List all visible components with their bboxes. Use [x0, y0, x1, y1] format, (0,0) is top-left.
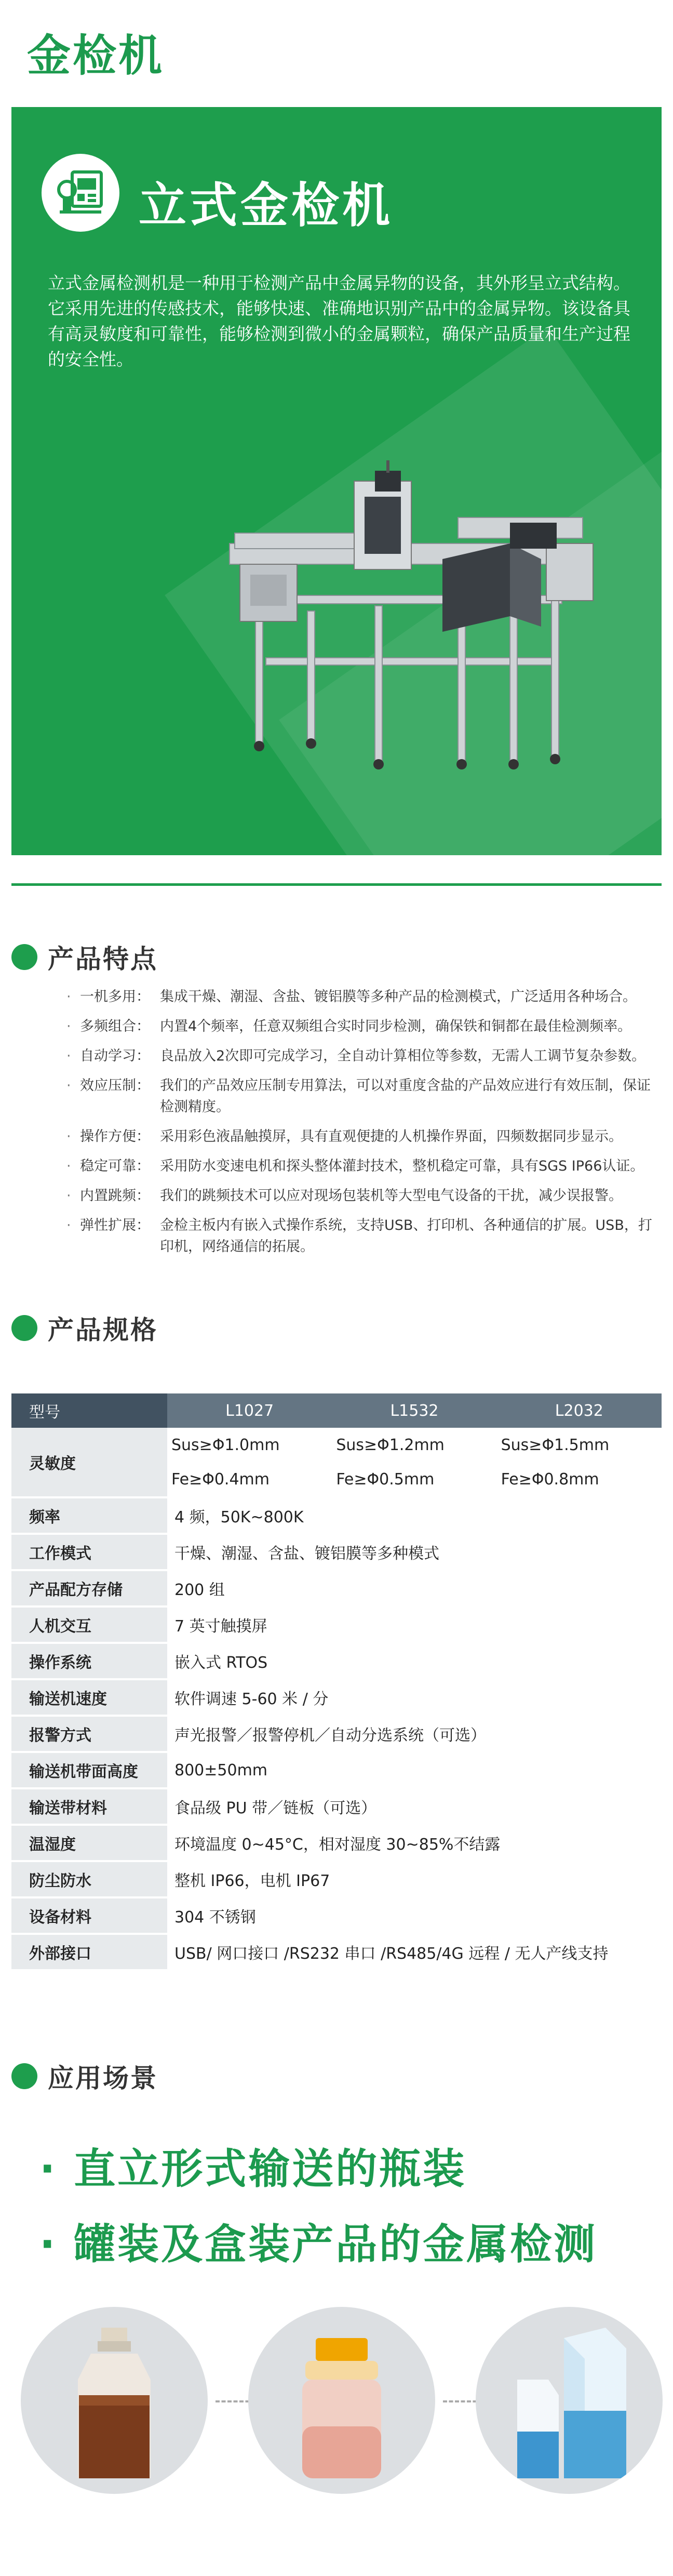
row-value: 干燥、潮湿、含盐、镀铝膜等多种模式	[174, 1545, 439, 1563]
row-value: 声光报警／报警停机／自动分选系统（可选）	[174, 1727, 486, 1745]
row-value: 800±50mm	[174, 1761, 268, 1780]
row-value: 整机 IP66，电机 IP67	[174, 1872, 330, 1890]
table-row	[11, 1826, 662, 1860]
feature-name: 效应压制：	[80, 1078, 150, 1094]
table-row	[11, 1789, 662, 1824]
row-label: 输送机速度	[11, 1680, 167, 1715]
table-row	[11, 1898, 662, 1933]
row-label: 工作模式	[11, 1535, 167, 1569]
green-dot-icon	[11, 1315, 37, 1341]
row-value: 环境温度 0~45°C，相对湿度 30~85%不结露	[174, 1836, 501, 1854]
table-cell: Fe≥Φ0.4mm	[171, 1470, 270, 1489]
feature-item: · 稳定可靠： 采用防水变速电机和探头整体灌封技术，整机稳定可靠，具有SGS IP66认证。	[66, 1156, 658, 1177]
table-row	[11, 1862, 662, 1896]
row-value: 4 频，50K~800K	[174, 1508, 304, 1526]
row-label: 输送带材料	[11, 1789, 167, 1824]
feature-item: · 自动学习： 良品放入2次即可完成学习，全自动计算相位等参数，无需人工调节复杂参数。	[66, 1045, 658, 1067]
feature-name: 一机多用：	[80, 989, 150, 1005]
row-label: 防尘防水	[11, 1862, 167, 1896]
row-label: 频率	[11, 1498, 167, 1533]
feature-name: 多频组合：	[80, 1018, 150, 1034]
hero-description: 立式金属检测机是一种用于检测产品中金属异物的设备，其外形呈立式结构。它采用先进的传感技术，能够快速、准确地识别产品中的金属异物。该设备具有高灵敏度和可靠性，能够检测到微小的金属颗粒，确保产品质量和生产过程的安全性。	[48, 273, 630, 369]
row-label: 输送机带面高度	[11, 1753, 167, 1787]
feature-item: · 效应压制： 我们的产品效应压制专用算法，可以对重度含盐的产品效应进行有效压制，保证检测精度。	[66, 1075, 658, 1118]
feature-name: 稳定可靠：	[80, 1158, 150, 1174]
feature-name: 弹性扩展：	[80, 1217, 150, 1233]
feature-text: 金检主板内有嵌入式操作系统，支持USB、打印机、各种通信的扩展。USB，打印机，网络通信的拓展。	[160, 1217, 652, 1255]
row-label: 温湿度	[11, 1826, 167, 1860]
table-row	[11, 1935, 662, 1969]
feature-item: · 内置跳频： 我们的跳频技术可以应对现场包装机等大型电气设备的干扰，减少误报警。	[66, 1185, 658, 1206]
row-value: 200 组	[174, 1581, 225, 1599]
features-title: 产品特点	[48, 944, 158, 974]
table-row	[11, 1644, 662, 1678]
feature-name: 自动学习：	[80, 1048, 150, 1064]
feature-text: 我们的产品效应压制专用算法，可以对重度含盐的产品效应进行有效压制，保证检测精度。	[160, 1078, 651, 1115]
feature-text: 内置4个频率，任意双频组合实时同步检测，确保铁和铜都在最佳检测频率。	[160, 1018, 632, 1034]
section-divider	[11, 883, 662, 886]
scenes-heading	[11, 2057, 158, 2095]
row-label: 外部接口	[11, 1935, 167, 1969]
table-row	[11, 1535, 662, 1569]
table-header-label: 型号	[11, 1393, 167, 1428]
table-row	[11, 1680, 662, 1715]
row-label: 产品配方存储	[11, 1571, 167, 1605]
scene-images	[0, 2307, 673, 2525]
hero-banner	[11, 107, 662, 855]
metal-detector-machine-image	[219, 460, 624, 772]
table-cell: Fe≥Φ0.8mm	[501, 1470, 599, 1489]
row-label: 人机交互	[11, 1608, 167, 1642]
table-header-row	[11, 1393, 662, 1428]
row-label: 灵敏度	[11, 1428, 167, 1496]
row-label: 操作系统	[11, 1644, 167, 1678]
table-row	[11, 1753, 662, 1787]
table-row	[11, 1571, 662, 1605]
table-cell: Sus≥Φ1.5mm	[501, 1436, 610, 1454]
bottle-icon	[21, 2307, 208, 2494]
table-row	[11, 1608, 662, 1642]
row-value: 嵌入式 RTOS	[174, 1654, 268, 1672]
row-value: 304 不锈钢	[174, 1908, 256, 1927]
feature-item: · 一机多用： 集成干燥、潮湿、含盐、镀铝膜等多种产品的检测模式，广泛适用各种场合。	[66, 986, 658, 1007]
table-cell: Fe≥Φ0.5mm	[336, 1470, 435, 1489]
row-label: 设备材料	[11, 1898, 167, 1933]
table-header-model: L2032	[497, 1393, 662, 1428]
feature-text: 集成干燥、潮湿、含盐、镀铝膜等多种产品的检测模式，广泛适用各种场合。	[160, 989, 637, 1005]
row-value: 食品级 PU 带／链板（可选）	[174, 1799, 377, 1817]
table-row	[11, 1428, 662, 1462]
table-row	[11, 1498, 662, 1533]
row-value: USB/ 网口接口 /RS232 串口 /RS485/4G 远程 / 无人产线支持	[174, 1945, 609, 1963]
table-header-model: L1532	[332, 1393, 496, 1428]
scene-line: · 直立形式输送的瓶装	[39, 2145, 467, 2193]
feature-name: 操作方便：	[80, 1128, 150, 1145]
table-cell: Sus≥Φ1.0mm	[171, 1436, 280, 1454]
table-header-model: L1027	[167, 1393, 332, 1428]
table-row	[11, 1717, 662, 1751]
row-value: 7 英寸触摸屏	[174, 1617, 267, 1636]
carton-icon	[476, 2307, 663, 2494]
row-value: 软件调速 5-60 米 / 分	[174, 1690, 329, 1708]
features-heading	[11, 938, 158, 976]
page-title: 金检机	[27, 30, 165, 81]
hero-title: 立式金检机	[139, 178, 394, 233]
feature-name: 内置跳频：	[80, 1188, 150, 1204]
feature-text: 良品放入2次即可完成学习，全自动计算相位等参数，无需人工调节复杂参数。	[160, 1048, 646, 1064]
spec-table	[11, 1393, 662, 1969]
machine-monitor-icon	[42, 154, 119, 232]
feature-item: · 弹性扩展： 金检主板内有嵌入式操作系统，支持USB、打印机、各种通信的扩展。USB，打印机，网络通信的拓展。	[66, 1215, 658, 1257]
feature-text: 采用彩色液晶触摸屏，具有直观便捷的人机操作界面，四频数据同步显示。	[160, 1128, 623, 1145]
feature-item: · 操作方便： 采用彩色液晶触摸屏，具有直观便捷的人机操作界面，四频数据同步显示。	[66, 1126, 658, 1147]
specs-title: 产品规格	[48, 1315, 158, 1345]
scene-line: · 罐装及盒装产品的金属检测	[39, 2220, 598, 2268]
feature-text: 采用防水变速电机和探头整体灌封技术，整机稳定可靠，具有SGS IP66认证。	[160, 1158, 644, 1174]
table-cell: Sus≥Φ1.2mm	[336, 1436, 445, 1454]
row-label: 报警方式	[11, 1717, 167, 1751]
green-dot-icon	[11, 944, 37, 970]
specs-heading	[11, 1309, 158, 1347]
feature-list	[66, 986, 658, 1266]
scenes-title: 应用场景	[48, 2063, 158, 2093]
jar-icon	[248, 2307, 435, 2494]
feature-item: · 多频组合： 内置4个频率，任意双频组合实时同步检测，确保铁和铜都在最佳检测频率。	[66, 1016, 658, 1037]
green-dot-icon	[11, 2063, 37, 2089]
feature-text: 我们的跳频技术可以应对现场包装机等大型电气设备的干扰，减少误报警。	[160, 1188, 623, 1204]
